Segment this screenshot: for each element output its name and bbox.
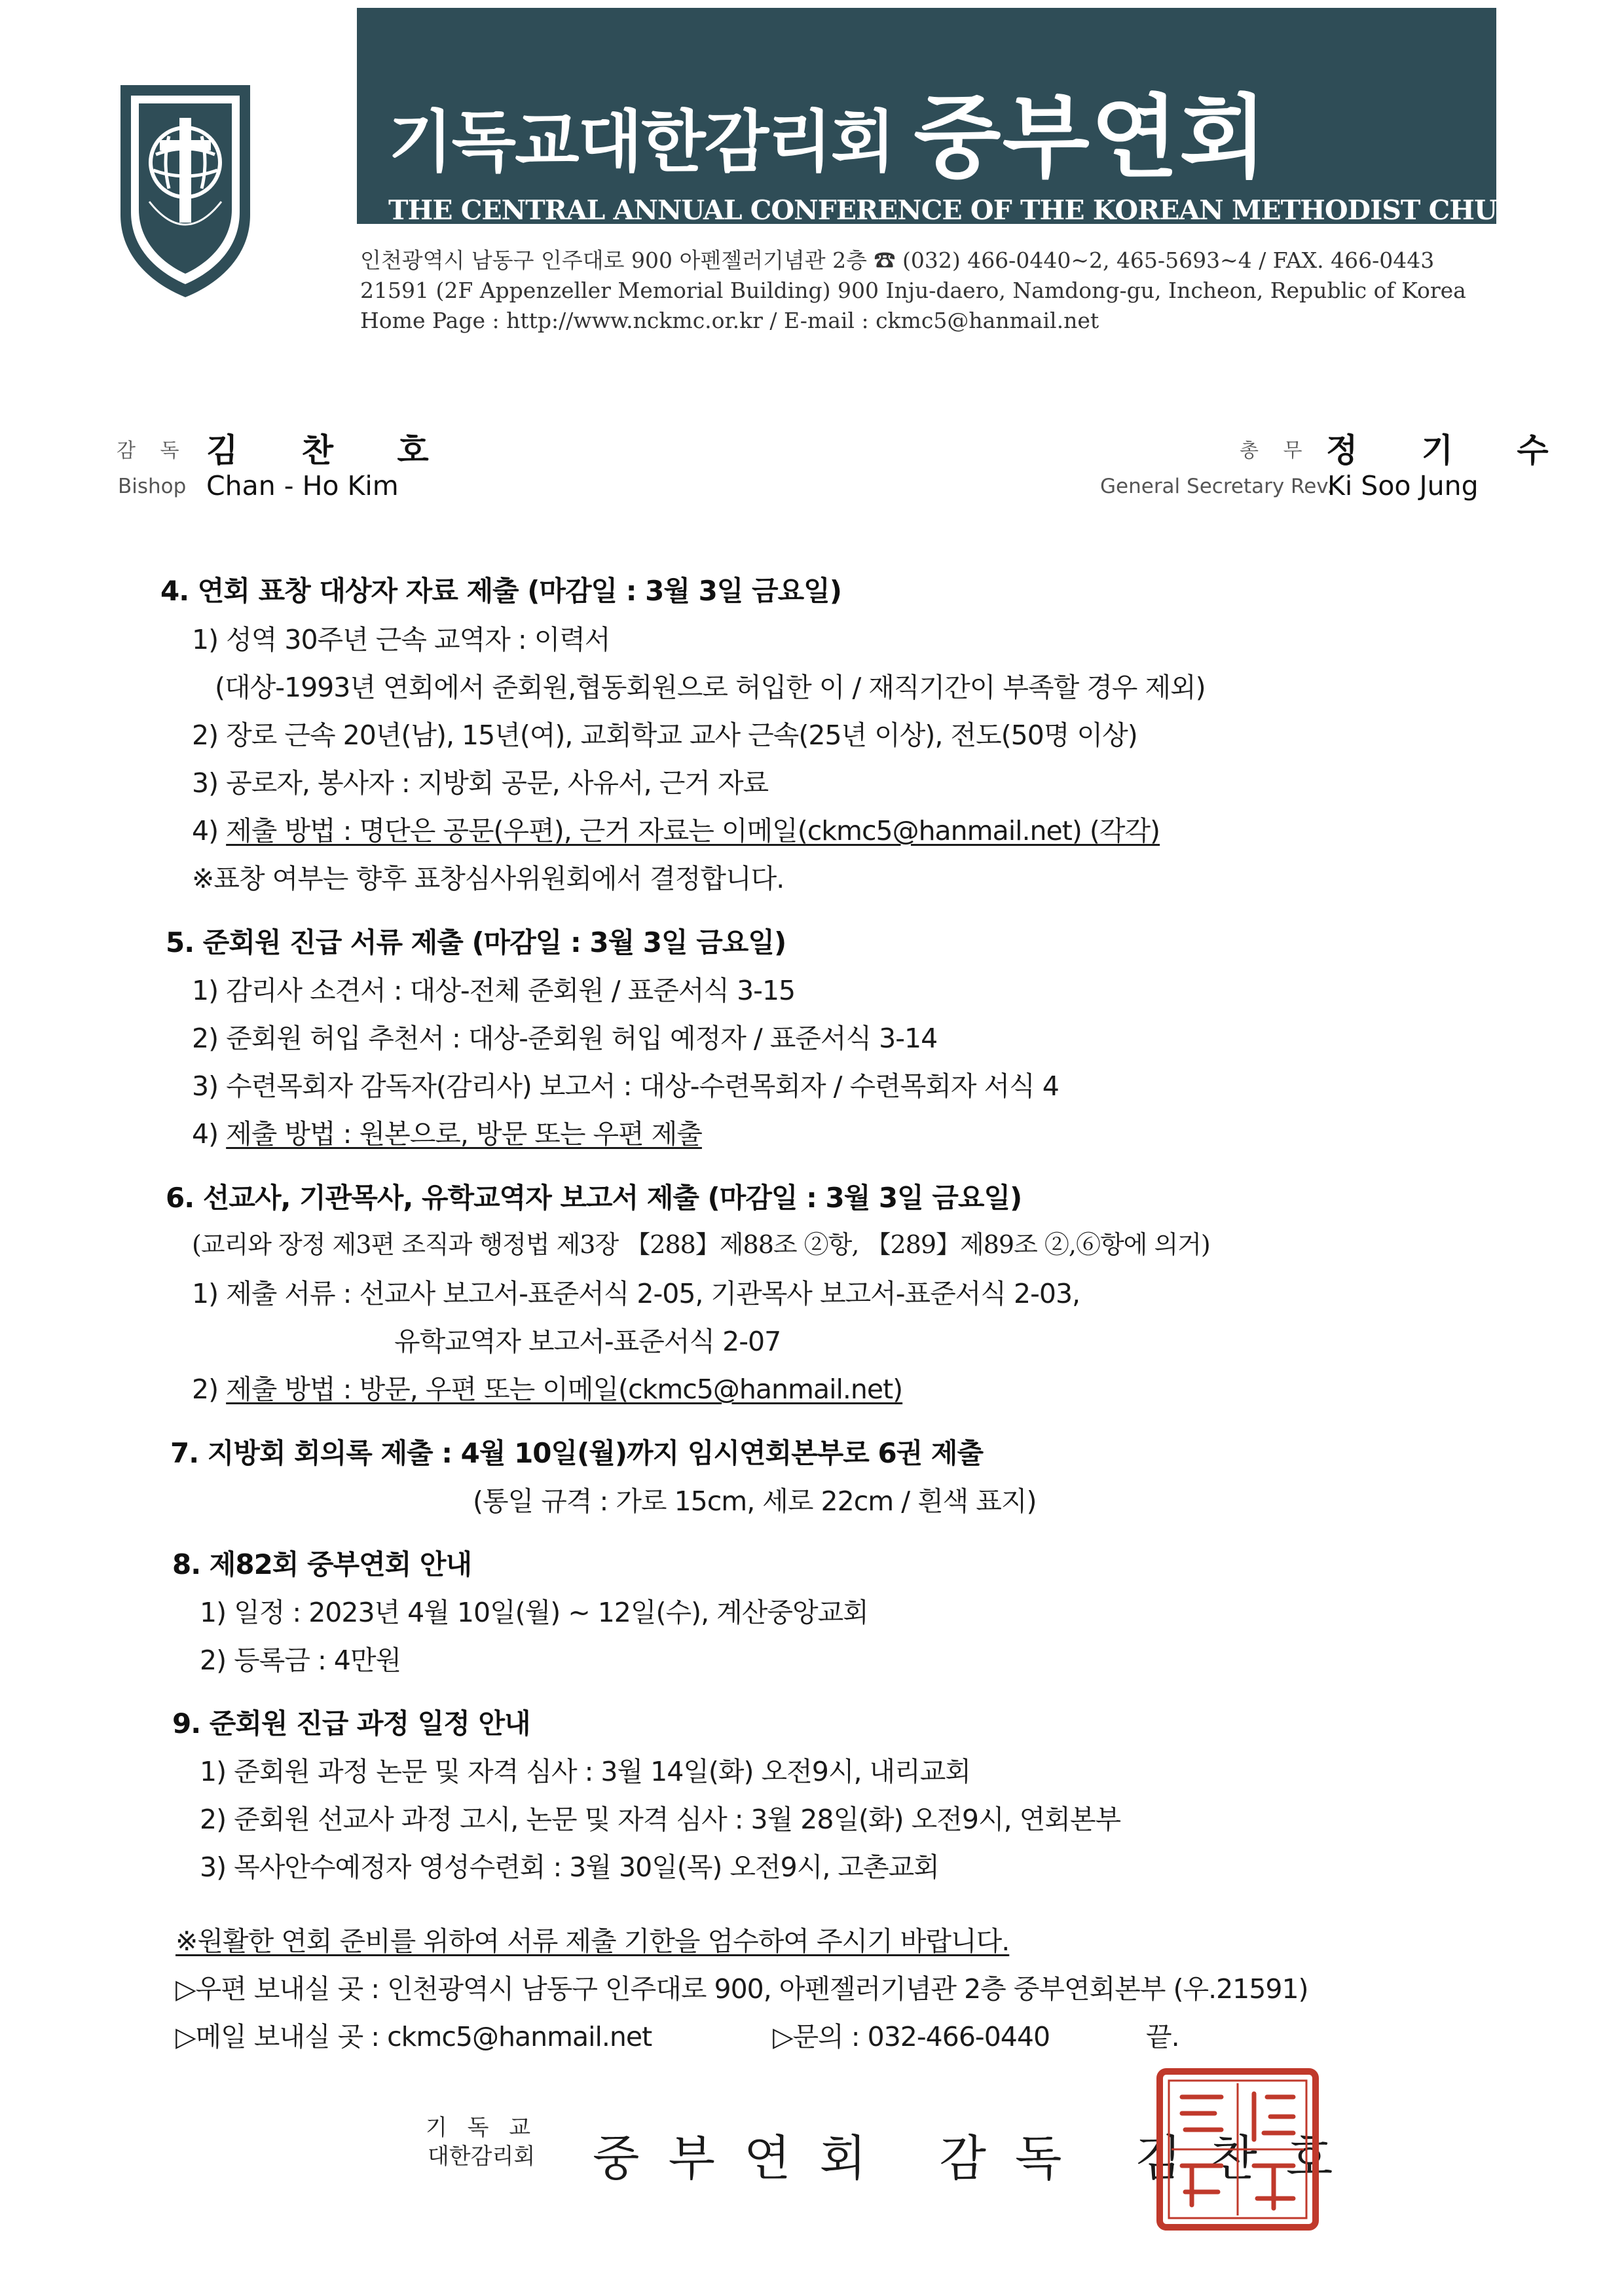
submission-method: 제출 방법 : 원본으로, 방문 또는 우편 제출 bbox=[226, 1118, 702, 1150]
signature-org-line1: 기 독 교 bbox=[426, 2115, 538, 2141]
section-6-line-1: 1) 제출 서류 : 선교사 보고서-표준서식 2-05, 기관목사 보고서-표준서식 2-03, bbox=[192, 1278, 1080, 1309]
inquiry-phone: ▷문의 : 032-466-0440 bbox=[773, 2021, 1050, 2052]
bishop-name-en: Chan - Ho Kim bbox=[206, 470, 399, 501]
section-5-heading: 5. 준회원 진급 서류 제출 (마감일 : 3월 3일 금요일) bbox=[166, 926, 786, 958]
section-6-heading: 6. 선교사, 기관목사, 유학교역자 보고서 제출 (마감일 : 3월 3일 금요일) bbox=[166, 1182, 1022, 1214]
list-number: 4) bbox=[192, 1118, 219, 1150]
secretary-title-en: General Secretary Rev. bbox=[1100, 475, 1334, 498]
section-9-line-3: 3) 목사안수예정자 영성수련회 : 3월 30일(목) 오전9시, 고촌교회 bbox=[200, 1851, 939, 1883]
submission-method: 제출 방법 : 방문, 우편 또는 이메일(ckmc5@hanmail.net) bbox=[226, 1374, 903, 1405]
section-4-line-3: 2) 장로 근속 20년(남), 15년(여), 교회학교 교사 근속(25년 이상), 전도(50명 이상) bbox=[192, 720, 1137, 751]
official-seal bbox=[1156, 2068, 1320, 2231]
section-9-line-2: 2) 준회원 선교사 과정 고시, 논문 및 자격 심사 : 3월 28일(화) 오전9시, 연회본부 bbox=[200, 1804, 1121, 1835]
email-address: ▷메일 보내실 곳 : ckmc5@hanmail.net bbox=[175, 2021, 652, 2052]
section-4-line-2: (대상-1993년 연회에서 준회원,협동회원으로 허입한 이 / 재직기간이 부족할 경우 제외) bbox=[215, 672, 1206, 703]
secretary-name-en: Ki Soo Jung bbox=[1327, 470, 1479, 501]
section-7-heading: 7. 지방회 회의록 제출 : 4월 10일(월)까지 임시연회본부로 6권 제출 bbox=[170, 1437, 984, 1469]
section-9-line-1: 1) 준회원 과정 논문 및 자격 심사 : 3월 14일(화) 오전9시, 내리교회 bbox=[200, 1756, 970, 1787]
section-5-line-1: 1) 감리사 소견서 : 대상-전체 준회원 / 표준서식 3-15 bbox=[192, 975, 796, 1006]
header-title bbox=[388, 65, 1268, 195]
header-subtitle: THE CENTRAL ANNUAL CONFERENCE OF THE KOREAN METHODIST CHURCH bbox=[388, 194, 1564, 226]
section-6-line-2 bbox=[192, 1368, 902, 1406]
section-9-heading: 9. 준회원 진급 과정 일정 안내 bbox=[172, 1707, 530, 1740]
bishop-title-en: Bishop bbox=[118, 475, 187, 498]
bishop-name-kr: 김 찬 호 bbox=[206, 431, 455, 469]
secretary-name-kr: 정 기 수 bbox=[1326, 431, 1575, 469]
contact-address-kr: 인천광역시 남동구 인주대로 900 아펜젤러기념관 2층 ☎ (032) 466-0440~2, 465-5693~4 / FAX. 466-0443 bbox=[360, 247, 1435, 273]
section-8-line-2: 2) 등록금 : 4만원 bbox=[200, 1645, 401, 1676]
section-4-line-5 bbox=[192, 809, 1160, 848]
section-5-line-2: 2) 준회원 허입 추천서 : 대상-준회원 허입 예정자 / 표준서식 3-14 bbox=[192, 1023, 938, 1054]
section-6-line-1-cont: 유학교역자 보고서-표준서식 2-07 bbox=[394, 1326, 781, 1357]
section-4-line-1: 1) 성역 30주년 근속 교역자 : 이력서 bbox=[192, 624, 610, 655]
deadline-notice: ※원활한 연회 준비를 위하여 서류 제출 기한을 엄수하여 주시기 바랍니다. bbox=[175, 1925, 1010, 1957]
section-7-line-1: (통일 규격 : 가로 15cm, 세로 22cm / 흰색 표지) bbox=[473, 1485, 1037, 1517]
section-4-heading: 4. 연회 표창 대상자 자료 제출 (마감일 : 3월 3일 금요일) bbox=[160, 575, 841, 607]
section-5-line-3: 3) 수련목회자 감독자(감리사) 보고서 : 대상-수련목회자 / 수련목회자 서식 4 bbox=[192, 1070, 1059, 1102]
end-mark: 끝. bbox=[1146, 2021, 1179, 2052]
signature-title: 중부연회 감독 김찬호 bbox=[593, 2130, 1362, 2187]
contact-web: Home Page : http://www.nckmc.or.kr / E-mail : ckmc5@hanmail.net bbox=[360, 308, 1099, 333]
contact-address-en: 21591 (2F Appenzeller Memorial Building) 900 Inju-daero, Namdong-gu, Incheon, Republic of Korea bbox=[360, 278, 1466, 303]
section-4-line-4: 3) 공로자, 봉사자 : 지방회 공문, 사유서, 근거 자료 bbox=[192, 767, 769, 799]
signature-org bbox=[426, 2113, 537, 2171]
secretary-title-kr: 총 무 bbox=[1240, 439, 1312, 462]
title-main: 기독교대한감리회 bbox=[388, 103, 895, 181]
section-8-heading: 8. 제82회 중부연회 안내 bbox=[172, 1548, 472, 1580]
header-banner bbox=[357, 8, 1564, 226]
section-5-line-4 bbox=[192, 1112, 702, 1151]
section-6-reference: (교리와 장정 제3편 조직과 행정법 제3장 【288】제88조 ②항, 【289】제89조 ②,⑥항에 의거) bbox=[192, 1230, 1210, 1259]
list-number: 4) bbox=[192, 815, 219, 847]
section-4-note: ※표창 여부는 향후 표창심사위원회에서 결정합니다. bbox=[192, 863, 784, 894]
contact-info bbox=[360, 246, 1466, 336]
signature-org-line2: 대한감리회 bbox=[427, 2143, 536, 2170]
section-8-line-1: 1) 일정 : 2023년 4월 10일(월) ~ 12일(수), 계산중앙교회 bbox=[200, 1597, 868, 1628]
mail-address: ▷우편 보내실 곳 : 인천광역시 남동구 인주대로 900, 아펜젤러기념관 2층 중부연회본부 (우.21591) bbox=[175, 1973, 1308, 2005]
submission-method: 제출 방법 : 명단은 공문(우편), 근거 자료는 이메일(ckmc5@hanmail.net) (각각) bbox=[226, 815, 1160, 847]
list-number: 2) bbox=[192, 1374, 219, 1405]
title-region: 중부연회 bbox=[913, 85, 1268, 191]
church-logo bbox=[117, 77, 254, 300]
bishop-title-kr: 감 독 bbox=[117, 439, 189, 462]
